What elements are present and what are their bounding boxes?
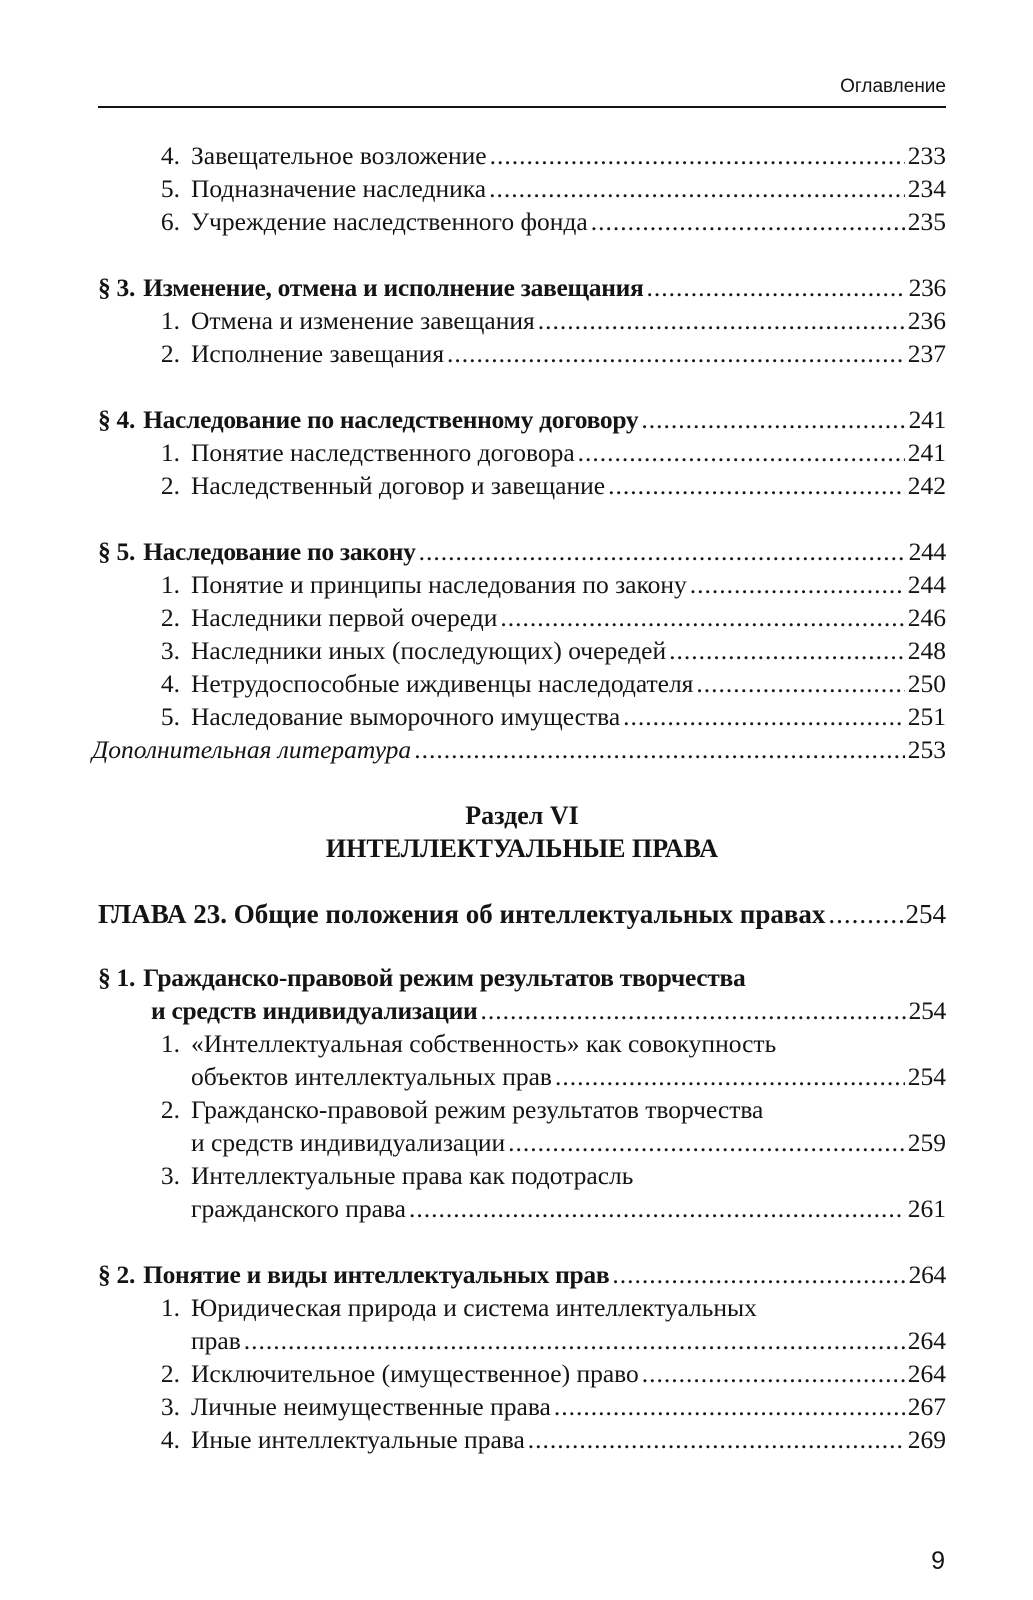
entry-number: 2. — [160, 1359, 180, 1388]
entry-page: 233 — [907, 141, 946, 170]
entry-number: 2. — [160, 339, 180, 368]
entry-title: Понятие и принципы наследования по закону — [191, 570, 687, 599]
entry-page: 248 — [907, 636, 946, 665]
entry-number: 6. — [160, 207, 180, 236]
entry-number: 1. — [160, 306, 180, 335]
toc-section-entry-line1 — [98, 962, 745, 994]
entry-title: Нетрудоспособные иждивенцы наследодателя — [191, 669, 694, 698]
toc-entry-line1 — [132, 1094, 763, 1126]
dot-leader — [447, 338, 905, 370]
toc-entry — [132, 470, 946, 502]
toc-entry — [132, 437, 946, 469]
entry-number: 1. — [160, 438, 180, 467]
entry-page: 235 — [907, 207, 946, 236]
dot-leader — [828, 898, 902, 930]
entry-title: Отмена и изменение завещания — [191, 306, 535, 335]
entry-page: 251 — [907, 702, 946, 731]
dot-leader — [612, 1259, 905, 1291]
entry-number: 5. — [160, 702, 180, 731]
dot-leader — [489, 173, 905, 205]
entry-title: Дополнительная литература — [92, 735, 412, 764]
entry-number: 4. — [160, 1425, 180, 1454]
entry-number: 2. — [160, 471, 180, 500]
toc-entry-line2 — [191, 1193, 946, 1225]
toc-entry — [132, 140, 946, 172]
dot-leader — [490, 140, 905, 172]
toc-entry — [132, 569, 946, 601]
dot-leader — [554, 1391, 905, 1423]
chapter-title: ГЛАВА 23. Общие положения об интеллектуальных правах — [98, 899, 826, 929]
dot-leader — [608, 470, 905, 502]
entry-page: 250 — [907, 669, 946, 698]
entry-page: 253 — [907, 735, 946, 764]
entry-title: Исключительное (имущественное) право — [191, 1359, 639, 1388]
section-number: § 5. — [98, 537, 136, 566]
entry-title-continued: гражданского права — [191, 1194, 406, 1223]
dot-leader — [414, 734, 905, 766]
entry-page: 242 — [907, 471, 946, 500]
entry-title: Интеллектуальные права как подотрасль — [191, 1161, 634, 1190]
toc-entry — [132, 305, 946, 337]
section-title: Понятие и виды интеллектуальных прав — [143, 1260, 610, 1289]
section-title: Наследование по закону — [143, 537, 416, 566]
dot-leader — [669, 635, 905, 667]
dot-leader — [538, 305, 905, 337]
toc-section-entry — [98, 536, 946, 568]
section-page: 236 — [908, 273, 946, 302]
toc-section-entry — [98, 1259, 946, 1291]
chapter-page: 254 — [905, 899, 946, 929]
toc-entry — [132, 635, 946, 667]
toc-entry — [132, 1424, 946, 1456]
entry-page: 267 — [907, 1392, 946, 1421]
entry-title: Наследники иных (последующих) очередей — [191, 636, 667, 665]
entry-title: Учреждение наследственного фонда — [191, 207, 588, 236]
dot-leader — [647, 272, 906, 304]
part-title: ИНТЕЛЛЕКТУАЛЬНЫЕ ПРАВА — [325, 834, 719, 863]
section-title-continued: и средств индивидуализации — [151, 996, 478, 1025]
entry-title: Иные интеллектуальные права — [191, 1425, 525, 1454]
entry-number: 3. — [160, 636, 180, 665]
toc-entry-additional-literature — [92, 734, 946, 766]
page-number: 9 — [931, 1547, 945, 1575]
dot-leader — [591, 206, 905, 238]
dot-leader — [419, 536, 906, 568]
dot-leader — [623, 701, 905, 733]
toc-entry — [132, 1358, 946, 1390]
section-title: Гражданско-правовой режим результатов творчества — [143, 963, 746, 992]
dot-leader — [480, 995, 905, 1027]
entry-number: 3. — [160, 1392, 180, 1421]
toc-entry — [132, 668, 946, 700]
entry-title: Понятие наследственного договора — [191, 438, 575, 467]
entry-number: 2. — [160, 603, 180, 632]
entry-number: 4. — [160, 141, 180, 170]
entry-title: Гражданско-правовой режим результатов творчества — [191, 1095, 764, 1124]
toc-entry — [132, 338, 946, 370]
toc-entry-line1 — [132, 1292, 757, 1324]
entry-page: 269 — [907, 1425, 946, 1454]
dot-leader — [508, 1127, 905, 1159]
toc-section-entry-line2 — [151, 995, 946, 1027]
entry-page: 237 — [907, 339, 946, 368]
running-header: Оглавление — [840, 76, 946, 97]
entry-page: 259 — [907, 1128, 946, 1157]
entry-title: Наследники первой очереди — [191, 603, 498, 632]
dot-leader — [528, 1424, 905, 1456]
section-number: § 3. — [98, 273, 136, 302]
entry-page: 254 — [907, 1062, 946, 1091]
section-page: 254 — [908, 996, 946, 1025]
section-title: Изменение, отмена и исполнение завещания — [143, 273, 644, 302]
dot-leader — [409, 1193, 905, 1225]
dot-leader — [690, 569, 905, 601]
section-title: Наследование по наследственному договору — [143, 405, 639, 434]
entry-title-continued: объектов интеллектуальных прав — [191, 1062, 552, 1091]
toc-entry — [132, 173, 946, 205]
entry-page: 244 — [907, 570, 946, 599]
toc-entry — [132, 602, 946, 634]
header-rule — [98, 106, 946, 108]
toc-entry — [132, 206, 946, 238]
toc-entry-line1 — [132, 1160, 633, 1192]
toc-section-entry — [98, 404, 946, 436]
section-page: 264 — [908, 1260, 946, 1289]
entry-title: Подназначение наследника — [191, 174, 487, 203]
toc-entry — [132, 1391, 946, 1423]
dot-leader — [500, 602, 904, 634]
section-number: § 4. — [98, 405, 136, 434]
dot-leader — [642, 1358, 905, 1390]
dot-leader — [641, 404, 905, 436]
toc-entry-line1 — [132, 1028, 776, 1060]
entry-title: «Интеллектуальная собственность» как совокупность — [191, 1029, 777, 1058]
entry-title: Наследование выморочного имущества — [191, 702, 621, 731]
entry-page: 264 — [907, 1326, 946, 1355]
dot-leader — [578, 437, 905, 469]
entry-title: Завещательное возложение — [191, 141, 487, 170]
entry-title-continued: и средств индивидуализации — [191, 1128, 506, 1157]
dot-leader — [696, 668, 904, 700]
entry-number: 2. — [160, 1095, 180, 1124]
toc-entry-line2 — [191, 1325, 946, 1357]
section-page: 241 — [908, 405, 946, 434]
entry-title: Личные неимущественные права — [191, 1392, 551, 1421]
section-page: 244 — [908, 537, 946, 566]
entry-page: 261 — [907, 1194, 946, 1223]
toc-entry — [132, 701, 946, 733]
section-number: § 2. — [98, 1260, 136, 1289]
entry-number: 5. — [160, 174, 180, 203]
entry-page: 246 — [907, 603, 946, 632]
entry-page: 241 — [907, 438, 946, 467]
entry-number: 1. — [160, 1293, 180, 1322]
toc-entry-line2 — [191, 1061, 946, 1093]
entry-number: 3. — [160, 1161, 180, 1190]
part-label: Раздел VI — [465, 801, 579, 830]
entry-page: 236 — [907, 306, 946, 335]
dot-leader — [555, 1061, 905, 1093]
toc-section-entry — [98, 272, 946, 304]
toc-chapter-entry — [98, 898, 946, 930]
entry-page: 234 — [907, 174, 946, 203]
entry-title-continued: прав — [191, 1326, 241, 1355]
entry-title: Юридическая природа и система интеллектуальных — [191, 1293, 757, 1322]
entry-number: 1. — [160, 570, 180, 599]
toc-entry-line2 — [191, 1127, 946, 1159]
entry-title: Наследственный договор и завещание — [191, 471, 606, 500]
entry-number: 4. — [160, 669, 180, 698]
section-number: § 1. — [98, 963, 136, 992]
entry-page: 264 — [907, 1359, 946, 1388]
entry-number: 1. — [160, 1029, 180, 1058]
dot-leader — [244, 1325, 905, 1357]
entry-title: Исполнение завещания — [191, 339, 445, 368]
